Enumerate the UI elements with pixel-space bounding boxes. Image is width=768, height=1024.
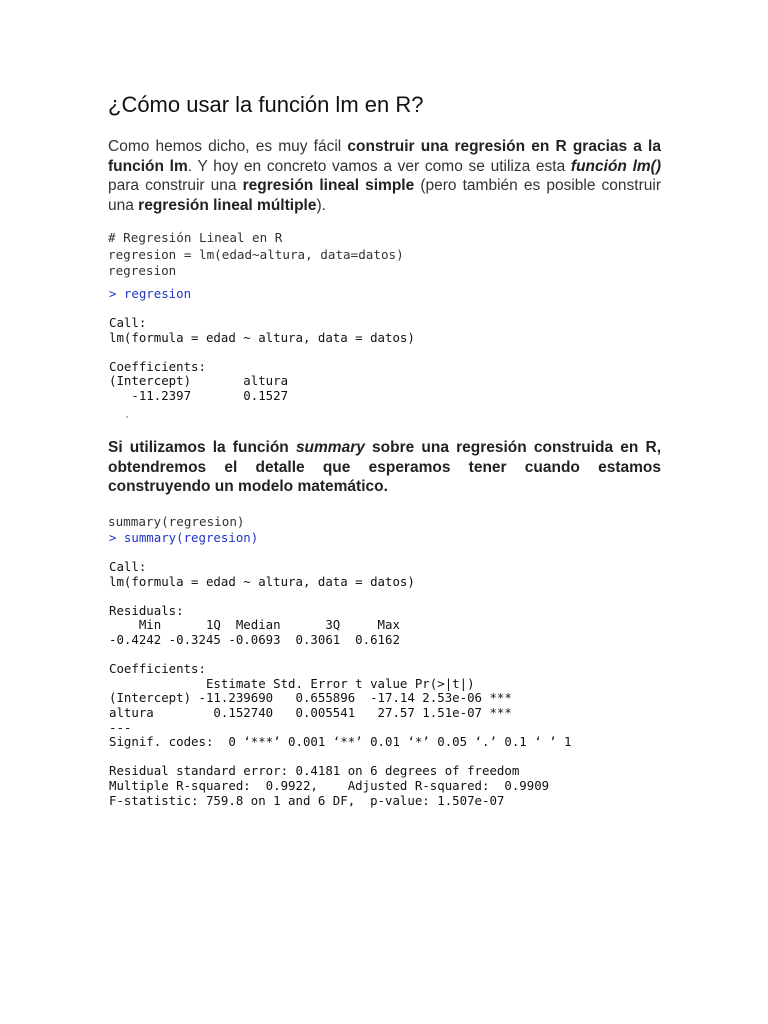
intro-bold-1: construir una regresión en R gracias a la función lm (108, 138, 661, 175)
intro-text-2: . Y hoy en concreto vamos a ver como se utiliza esta (187, 157, 571, 175)
console-prompt-regresion: > regresion (109, 286, 192, 301)
summary-paragraph (108, 438, 661, 497)
summary-italic: summary (295, 439, 365, 456)
intro-paragraph (108, 137, 661, 215)
intro-text-3: para construir una (108, 177, 243, 194)
page-title: ¿Cómo usar la función lm en R? (108, 92, 424, 117)
code-block-regression: # Regresión Lineal en R regresion = lm(edad~altura, data=datos) regresion (108, 230, 404, 278)
intro-text-4: (pero también es posible construir una (108, 177, 661, 214)
console-output-regresion: Call: lm(formula = edad ~ altura, data = datos) Coefficients: (Intercept) altura -11.2397 0.1527 (109, 315, 415, 403)
intro-bold-italic-1: función lm() (570, 157, 661, 175)
console-output-summary: Call: lm(formula = edad ~ altura, data = datos) Residuals: Min 1Q Median 3Q Max -0.4242 -0.3245 -0.0693 0.3061 0.6162 Coefficients: Estimate Std. Error t value Pr(>|t|) (Intercept) -11.239690 0.655896 -17.14 2.53e-06 *** altura 0.152740 0.005541 27.57 1.51e-07 *** --- Signif. codes: 0 ‘***’ 0.001 ‘**’ 0.01 ‘*’ 0.05 ‘.’ 0.1 ‘ ’ 1 Residual standard error: 0.4181 on 6 degrees of freedom Multiple R-squared: 0.9922, Adjusted R-squared: 0.9909 F-statistic: 759.8 on 1 and 6 DF, p-value: 1.507e-07 (109, 559, 572, 808)
intro-bold-2: regresión lineal simple (242, 177, 415, 194)
intro-bold-3: regresión lineal múltiple (138, 196, 317, 214)
console-prompt-summary: > summary(regresion) (109, 530, 259, 545)
intro-text-5: ). (316, 196, 326, 214)
code-block-summary: summary(regresion) (108, 514, 245, 529)
intro-text-1: Como hemos dicho, es muy fácil (108, 138, 348, 155)
stray-dot (126, 416, 128, 418)
summary-text-1: Si utilizamos la función (108, 439, 296, 456)
summary-text-2: sobre una regresión construida en R, obtendremos el detalle que esperamos tener cuando estamos construyendo un modelo matemático. (108, 439, 661, 495)
